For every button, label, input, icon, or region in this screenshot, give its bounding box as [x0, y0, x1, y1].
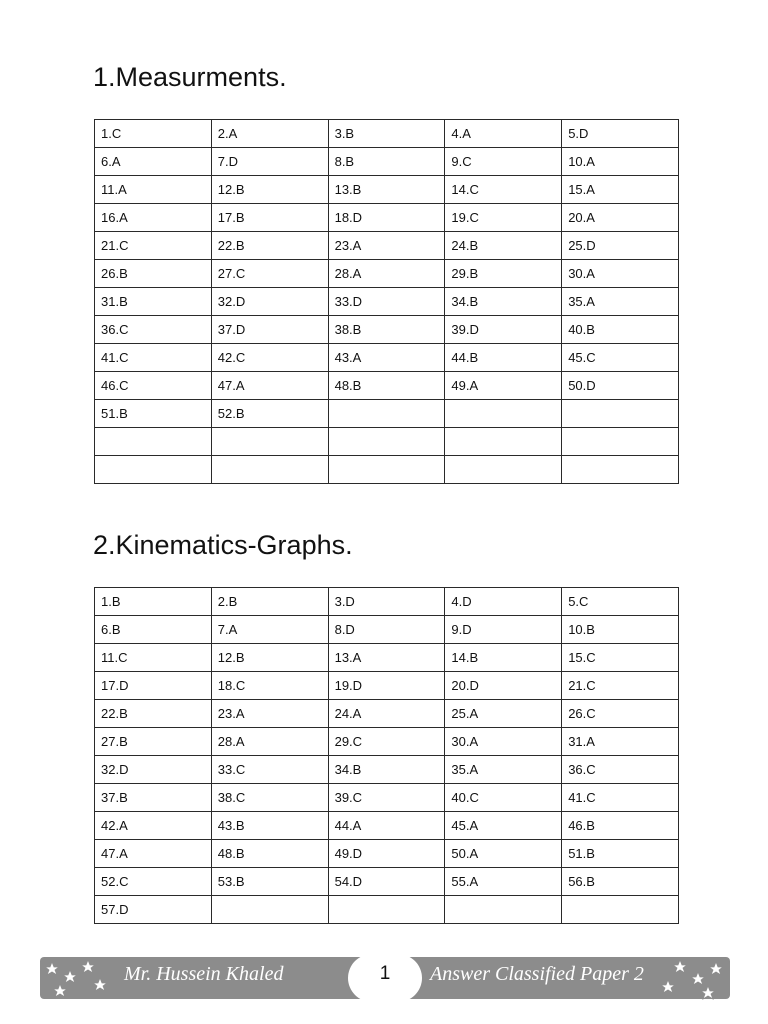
answer-cell: 9.D	[445, 616, 562, 644]
answer-cell: 41.C	[562, 784, 679, 812]
answer-cell: 48.B	[328, 372, 445, 400]
table-row	[95, 456, 679, 484]
answer-cell: 47.A	[95, 840, 212, 868]
table-row	[95, 428, 679, 456]
answer-cell: 50.A	[445, 840, 562, 868]
answer-cell: 35.A	[562, 288, 679, 316]
table-row	[95, 148, 679, 176]
answer-cell: 3.B	[328, 120, 445, 148]
answer-cell: 45.A	[445, 812, 562, 840]
answer-cell: 25.A	[445, 700, 562, 728]
answer-cell: 11.A	[95, 176, 212, 204]
answer-cell: 45.C	[562, 344, 679, 372]
answer-cell: 23.A	[211, 700, 328, 728]
answer-cell: 15.C	[562, 644, 679, 672]
answer-cell: 49.A	[445, 372, 562, 400]
table-row	[95, 588, 679, 616]
answer-cell	[328, 456, 445, 484]
page-number: 1	[379, 963, 391, 984]
answer-cell	[328, 400, 445, 428]
answer-cell: 46.C	[95, 372, 212, 400]
answer-cell: 44.B	[445, 344, 562, 372]
answer-cell: 35.A	[445, 756, 562, 784]
table-row	[95, 868, 679, 896]
answer-cell: 44.A	[328, 812, 445, 840]
answer-cell: 33.C	[211, 756, 328, 784]
answer-cell: 19.D	[328, 672, 445, 700]
answer-cell	[445, 400, 562, 428]
answer-cell: 28.A	[211, 728, 328, 756]
table-row	[95, 260, 679, 288]
answer-cell: 38.C	[211, 784, 328, 812]
answer-cell: 6.A	[95, 148, 212, 176]
answer-cell	[562, 400, 679, 428]
answer-cell: 51.B	[562, 840, 679, 868]
table-row	[95, 288, 679, 316]
answer-cell: 40.C	[445, 784, 562, 812]
answer-cell: 28.A	[328, 260, 445, 288]
section-title-measurements: 1.Measurments.	[93, 62, 287, 92]
answer-cell: 27.C	[211, 260, 328, 288]
footer-paper-title: Answer Classified Paper 2	[430, 963, 644, 985]
table-row	[95, 232, 679, 260]
answer-cell: 53.B	[211, 868, 328, 896]
answer-cell: 52.C	[95, 868, 212, 896]
table-row	[95, 176, 679, 204]
answer-cell: 10.A	[562, 148, 679, 176]
table-row	[95, 812, 679, 840]
table-row	[95, 204, 679, 232]
answer-cell: 20.D	[445, 672, 562, 700]
answer-cell: 57.D	[95, 896, 212, 924]
answer-cell: 8.D	[328, 616, 445, 644]
answer-cell: 18.C	[211, 672, 328, 700]
answer-cell: 26.C	[562, 700, 679, 728]
answer-cell: 12.B	[211, 644, 328, 672]
answer-cell: 32.D	[211, 288, 328, 316]
answer-cell: 22.B	[211, 232, 328, 260]
answer-cell: 1.B	[95, 588, 212, 616]
answer-cell: 31.B	[95, 288, 212, 316]
answer-cell: 31.A	[562, 728, 679, 756]
answer-cell: 36.C	[95, 316, 212, 344]
answer-cell: 47.A	[211, 372, 328, 400]
answer-cell: 16.A	[95, 204, 212, 232]
answer-cell: 30.A	[562, 260, 679, 288]
answer-cell: 24.B	[445, 232, 562, 260]
answer-cell: 42.A	[95, 812, 212, 840]
answer-cell: 6.B	[95, 616, 212, 644]
answer-cell	[328, 428, 445, 456]
table-row	[95, 728, 679, 756]
table-row	[95, 344, 679, 372]
table-row	[95, 616, 679, 644]
answer-cell	[95, 456, 212, 484]
answer-cell: 15.A	[562, 176, 679, 204]
table-row	[95, 840, 679, 868]
answer-cell: 33.D	[328, 288, 445, 316]
answer-cell	[211, 456, 328, 484]
table-row	[95, 700, 679, 728]
answer-cell	[211, 896, 328, 924]
table-row	[95, 400, 679, 428]
answer-cell: 43.B	[211, 812, 328, 840]
section-title-kinematics-graphs: 2.Kinematics-Graphs.	[93, 530, 353, 560]
answer-cell	[445, 456, 562, 484]
answer-cell: 46.B	[562, 812, 679, 840]
answer-cell: 10.B	[562, 616, 679, 644]
page-footer	[0, 948, 768, 1008]
answer-cell: 36.C	[562, 756, 679, 784]
answers-table-measurements	[94, 119, 679, 484]
answer-cell: 13.B	[328, 176, 445, 204]
answer-cell: 4.D	[445, 588, 562, 616]
answer-cell: 30.A	[445, 728, 562, 756]
table-row	[95, 672, 679, 700]
answer-cell: 52.B	[211, 400, 328, 428]
answer-cell: 38.B	[328, 316, 445, 344]
answer-cell: 24.A	[328, 700, 445, 728]
answer-cell	[445, 896, 562, 924]
answer-cell: 1.C	[95, 120, 212, 148]
answer-cell: 29.C	[328, 728, 445, 756]
answer-cell: 37.D	[211, 316, 328, 344]
answer-cell: 40.B	[562, 316, 679, 344]
answer-cell: 51.B	[95, 400, 212, 428]
answer-cell: 14.C	[445, 176, 562, 204]
answer-cell	[562, 428, 679, 456]
answer-cell: 20.A	[562, 204, 679, 232]
answer-cell: 37.B	[95, 784, 212, 812]
answer-cell: 2.A	[211, 120, 328, 148]
answer-cell	[562, 456, 679, 484]
answer-cell: 12.B	[211, 176, 328, 204]
answer-cell: 5.D	[562, 120, 679, 148]
answer-cell: 14.B	[445, 644, 562, 672]
answer-cell: 17.D	[95, 672, 212, 700]
answer-cell: 8.B	[328, 148, 445, 176]
answer-cell	[211, 428, 328, 456]
answer-cell: 27.B	[95, 728, 212, 756]
answer-cell: 21.C	[562, 672, 679, 700]
answer-cell: 42.C	[211, 344, 328, 372]
answer-cell: 5.C	[562, 588, 679, 616]
answer-cell	[445, 428, 562, 456]
answer-cell: 43.A	[328, 344, 445, 372]
answer-cell: 4.A	[445, 120, 562, 148]
answer-cell: 19.C	[445, 204, 562, 232]
answer-cell: 7.A	[211, 616, 328, 644]
answer-cell: 39.D	[445, 316, 562, 344]
table-row	[95, 784, 679, 812]
footer-author: Mr. Hussein Khaled	[124, 963, 284, 985]
answer-cell: 18.D	[328, 204, 445, 232]
answer-cell: 22.B	[95, 700, 212, 728]
answer-cell: 3.D	[328, 588, 445, 616]
table-row	[95, 756, 679, 784]
table-row	[95, 120, 679, 148]
answer-cell	[328, 896, 445, 924]
answer-cell: 25.D	[562, 232, 679, 260]
answer-cell: 32.D	[95, 756, 212, 784]
answer-cell: 29.B	[445, 260, 562, 288]
table-row	[95, 316, 679, 344]
answer-cell: 23.A	[328, 232, 445, 260]
answer-cell	[95, 428, 212, 456]
answer-cell: 34.B	[328, 756, 445, 784]
answer-cell: 7.D	[211, 148, 328, 176]
answer-cell: 50.D	[562, 372, 679, 400]
answer-cell: 54.D	[328, 868, 445, 896]
answer-cell: 34.B	[445, 288, 562, 316]
answers-table-kinematics-graphs	[94, 587, 679, 924]
answer-cell: 9.C	[445, 148, 562, 176]
answer-cell: 13.A	[328, 644, 445, 672]
answer-cell: 56.B	[562, 868, 679, 896]
answer-cell	[562, 896, 679, 924]
answer-cell: 48.B	[211, 840, 328, 868]
answer-cell: 17.B	[211, 204, 328, 232]
table-row	[95, 896, 679, 924]
answer-cell: 26.B	[95, 260, 212, 288]
answer-cell: 21.C	[95, 232, 212, 260]
answer-cell: 55.A	[445, 868, 562, 896]
table-row	[95, 372, 679, 400]
answer-cell: 41.C	[95, 344, 212, 372]
answer-cell: 49.D	[328, 840, 445, 868]
table-row	[95, 644, 679, 672]
answer-cell: 11.C	[95, 644, 212, 672]
answer-cell: 2.B	[211, 588, 328, 616]
answer-cell: 39.C	[328, 784, 445, 812]
